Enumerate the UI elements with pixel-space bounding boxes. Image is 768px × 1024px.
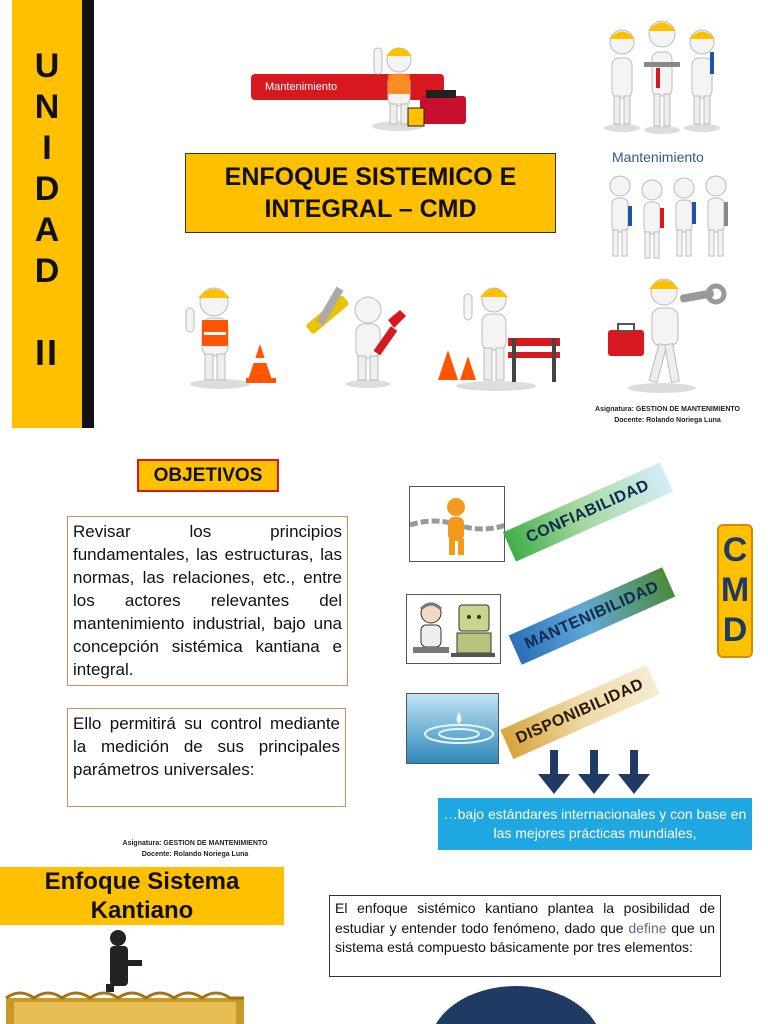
cmd-letter: D — [722, 611, 748, 649]
course-teacher: Docente: Rolando Noriega Luna — [614, 417, 721, 424]
course-subject: Asignatura: GESTION DE MANTENIMIENTO — [122, 840, 268, 847]
mantenibilidad-ribbon: MANTENIBILIDAD — [509, 567, 675, 665]
worker-wrench-figure — [296, 280, 408, 390]
unit-letter: I — [42, 129, 52, 167]
unit-number: II — [34, 332, 59, 373]
course-info — [100, 838, 290, 860]
confiabilidad-ribbon: CONFIABILIDAD — [503, 462, 673, 561]
navy-ellipse-shape — [430, 986, 602, 1024]
workers-tools-figure — [600, 172, 738, 264]
enfoque-heading — [0, 867, 284, 925]
title-line-2: INTEGRAL – CMD — [264, 195, 477, 223]
unit-letter: A — [34, 211, 60, 249]
title-line-1: ENFOQUE SISTEMICO E — [224, 163, 517, 191]
unit-label — [12, 46, 82, 292]
kant-approach-text — [329, 895, 721, 977]
enfoque-line-1: Enfoque Sistema — [44, 868, 240, 895]
slide-objetivos — [0, 440, 768, 860]
objective-text: Revisar los principios fundamentales, las estructuras, las normas, las relaciones, etc., entre los actores relevantes del mantenimiento industrial, bajo una concepción sistémica kantiana e integral. — [67, 516, 348, 686]
slide-enfoque-kantiano — [0, 864, 768, 1024]
enfoque-line-2: Kantiano — [90, 897, 194, 924]
kant-text-part-2: que un sistema está compuesto básicamente por tres elementos: — [335, 919, 715, 955]
worker-barrier-figure — [432, 280, 567, 392]
course-subject: Asignatura: GESTION DE MANTENIMIENTO — [595, 406, 740, 413]
cmd-letter: M — [720, 571, 750, 609]
workers-group-figure — [592, 12, 732, 134]
slide-unidad-ii — [0, 0, 768, 428]
kant-portrait-frame — [0, 928, 250, 1024]
objectives-heading: OBJETIVOS — [137, 459, 279, 492]
maintenance-label: Mantenimiento — [612, 149, 704, 165]
unit-sidebar-edge — [82, 0, 94, 428]
maintenance-banner: Mantenimiento — [251, 74, 444, 100]
slide-title — [185, 153, 556, 233]
kant-text-define: define — [628, 919, 667, 936]
standards-note: …bajo estándares internacionales y con base en las mejores prácticas mundiales, — [438, 798, 752, 850]
worker-cones-figure — [180, 280, 282, 390]
chain-worker-image — [409, 486, 505, 562]
worker-toolbox-wrench-figure — [598, 268, 728, 396]
unit-letter: N — [34, 88, 60, 126]
unit-letter: D — [34, 252, 60, 290]
water-drop-image — [406, 693, 499, 764]
technician-computer-image — [406, 594, 501, 664]
course-info — [580, 404, 755, 426]
kant-text-part-1: El enfoque sistémico kantiano plantea la posibilidad de estudiar y entender todo fenómeno, dado que — [335, 900, 715, 936]
unit-letter: D — [34, 170, 60, 208]
down-arrows-icon — [536, 750, 660, 798]
unit-letter: U — [34, 47, 60, 85]
disponibilidad-ribbon: DISPONIBILIDAD — [500, 665, 659, 759]
cmd-letter: C — [722, 531, 748, 569]
course-teacher: Docente: Rolando Noriega Luna — [141, 851, 249, 858]
control-text: Ello permitirá su control mediante la medición de sus principales parámetros universales: — [67, 708, 346, 807]
worker-toolbox-figure — [360, 38, 475, 133]
cmd-badge — [717, 524, 753, 658]
